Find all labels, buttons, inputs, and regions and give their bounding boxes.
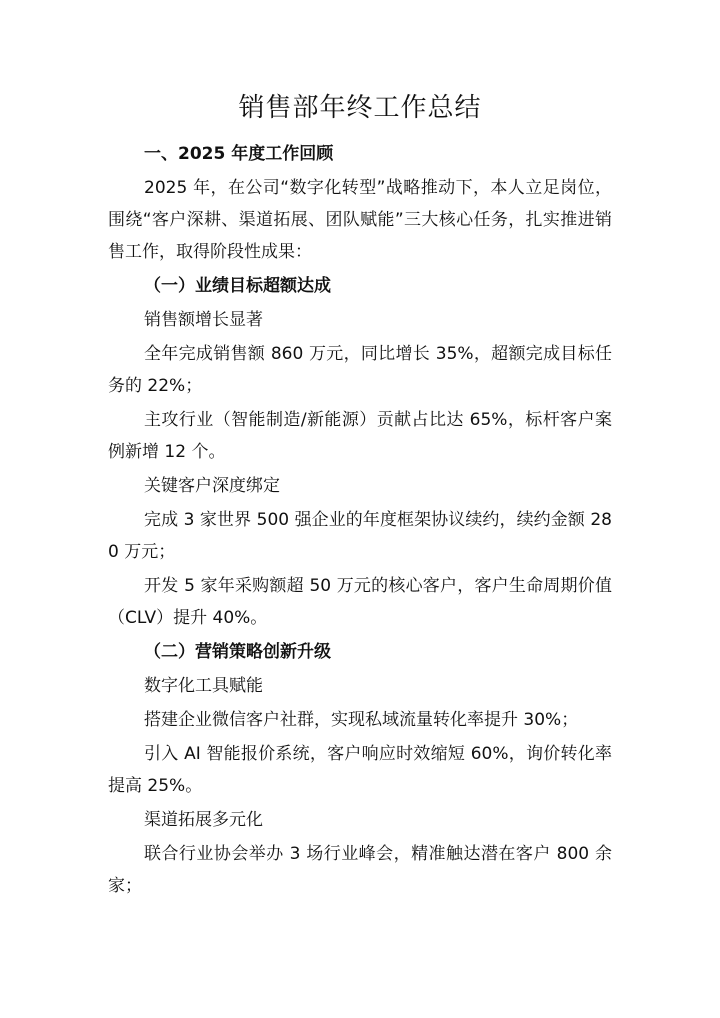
- paragraph: 2025 年，在公司“数字化转型”战略推动下，本人立足岗位，围绕“客户深耕、渠道拓展、团队赋能”三大核心任务，扎实推进销售工作，取得阶段性成果：: [108, 178, 612, 262]
- item-heading: 销售额增长显著: [144, 310, 263, 330]
- subsection-heading: （一）业绩目标超额达成: [144, 276, 331, 296]
- item-heading: 渠道拓展多元化: [144, 810, 263, 830]
- paragraph: 引入 AI 智能报价系统，客户响应时效缩短 60%，询价转化率提高 25%。: [108, 744, 612, 796]
- paragraph: 全年完成销售额 860 万元，同比增长 35%，超额完成目标任务的 22%；: [108, 344, 612, 396]
- paragraph: 主攻行业（智能制造/新能源）贡献占比达 65%，标杆客户案例新增 12 个。: [108, 410, 612, 462]
- subsection-heading: （二）营销策略创新升级: [144, 642, 331, 662]
- document-title: 销售部年终工作总结: [238, 93, 482, 123]
- section-heading: 一、2025 年度工作回顾: [144, 144, 334, 164]
- paragraph: 开发 5 家年采购额超 50 万元的核心客户，客户生命周期价值（CLV）提升 40%。: [108, 576, 612, 628]
- paragraph: 搭建企业微信客户社群，实现私域流量转化率提升 30%；: [144, 710, 579, 730]
- document-body: [108, 138, 612, 904]
- item-heading: 关键客户深度绑定: [144, 476, 280, 496]
- item-heading: 数字化工具赋能: [144, 676, 263, 696]
- paragraph: 联合行业协会举办 3 场行业峰会，精准触达潜在客户 800 余家；: [108, 844, 612, 896]
- paragraph: 完成 3 家世界 500 强企业的年度框架协议续约，续约金额 280 万元；: [108, 510, 612, 562]
